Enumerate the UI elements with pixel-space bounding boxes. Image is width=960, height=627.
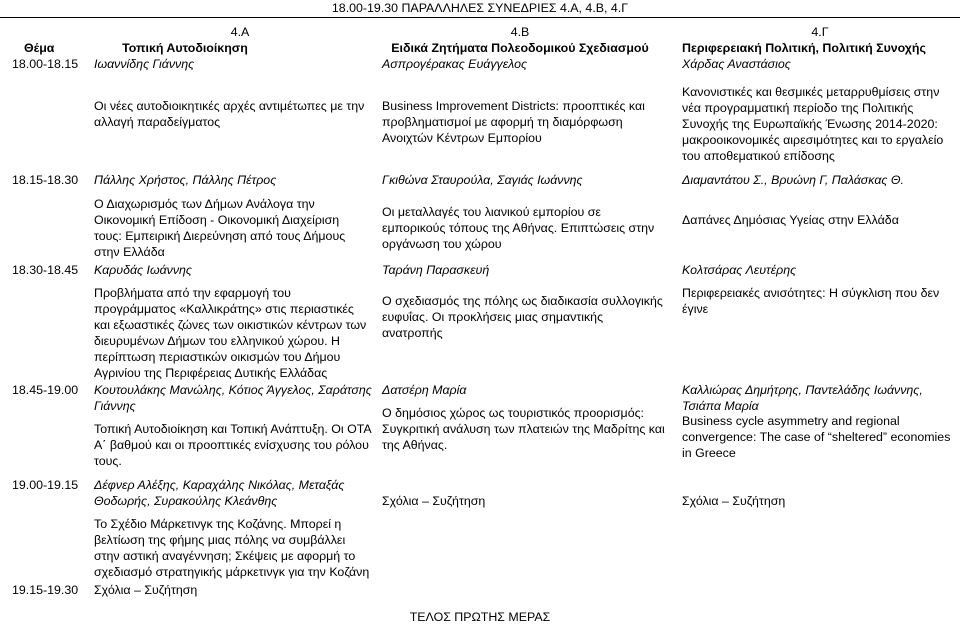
- paper-title-b: Οι μεταλλαγές του λιανικού εμπορίου σε εμπορικούς τόπους της Αθήνας. Επιπτώσεις στην οργάνωση του χώρου: [382, 205, 655, 251]
- paper-title-b: Business Improvement Districts: προοπτικές και προβληματισμοί με αφορμή τη διαμόρφωση Ανοιχτών Κέντρων Εμπορίου: [382, 99, 645, 145]
- comments-discussion-c: Σχόλια – Συζήτηση: [682, 494, 786, 508]
- author-c: Κολτσάρας Λευτέρης: [682, 263, 797, 277]
- paper-title-a: Το Σχέδιο Μάρκετινγκ της Κοζάνης. Μπορεί η βελτίωση της φήμης μιας πόλης να συμβάλλει στην αστική αναγέννηση; Σκέψεις με αφορμή το σχεδιασμό στρατηγικής μάρκετινγκ για την Κοζάνη: [94, 517, 370, 579]
- author-c: Διαμαντάτου Σ., Βρυώνη Γ, Παλάσκας Θ.: [682, 173, 904, 187]
- author-a: Δέφνερ Αλέξης, Καραχάλης Νικόλας, Μεταξάς Θοδωρής, Συρακούλης Κλεάνθης: [94, 478, 345, 508]
- end-of-day-label: ΤΕΛΟΣ ΠΡΩΤΗΣ ΜΕΡΑΣ: [409, 610, 551, 624]
- paper-title-c: Κανονιστικές και θεσμικές μεταρρυθμίσεις στην νέα προγραμματική περίοδο της Πολιτικής Συνοχής της Ευρωπαϊκής Ένωσης 2014-2020: μακροοικονομικές αιρεσιμότητες και το εργαλείο του αποθεματικού επίδοσης: [682, 85, 944, 163]
- paper-title-a: Ο Διαχωρισμός των Δήμων Ανάλογα την Οικονομική Επίδοση - Οικονομική Διαχείριση τους: Εμπειρική Διερεύνηση από τους Δήμους στην Ελλάδα: [94, 197, 346, 259]
- slot-time: 19.00-19.15: [12, 478, 79, 492]
- paper-title-c: Business cycle asymmetry and regional convergence: The case of “sheltered” economies in Greece: [682, 414, 951, 460]
- author-c: Καλλιώρας Δημήτρης, Παντελάδης Ιωάννης, Τσιάπα Μαρία: [682, 383, 923, 413]
- comments-discussion-a: Σχόλια – Συζήτηση: [94, 583, 198, 597]
- theme-a: Τοπική Αυτοδιοίκηση: [122, 41, 248, 55]
- slot-time: 18.30-18.45: [12, 263, 79, 277]
- slot-time: 18.45-19.00: [12, 383, 79, 397]
- author-b: Δατσέρη Μαρία: [382, 383, 467, 397]
- paper-title-b: Ο σχεδιασμός της πόλης ως διαδικασία συλλογικής ευφυΐας. Οι προκλήσεις μιας σημαντικής ανατροπής: [382, 294, 663, 340]
- paper-title-c: Περιφερειακές ανισότητες: Η σύγκλιση που δεν έγινε: [682, 286, 940, 316]
- page-title: 18.00-19.30 ΠΑΡΑΛΛΗΛΕΣ ΣΥΝΕΔΡΙΕΣ 4.Α, 4.Β, 4.Γ: [331, 1, 629, 15]
- paper-title-b: Ο δημόσιος χώρος ως τουριστικός προορισμός: Συγκριτική ανάλυση των πλατειών της Μαδρίτης και της Αθήνας.: [382, 406, 665, 452]
- author-a: Ιωαννίδης Γιάννης: [94, 57, 195, 71]
- slot-time: 18.15-18.30: [12, 173, 79, 187]
- slot-time: 18.00-18.15: [12, 57, 79, 71]
- paper-title-a: Προβλήματα από την εφαρμογή του προγράμματος «Καλλικράτης» στις περιαστικές και εξωαστικές ζώνες των οικιστικών κέντρων των διευρυμένων Δήμων του ελληνικού χώρου. Η περίπτωση περιαστικών οικισμών του Δήμου Αγρινίου της Περιφέρειας Δυτικής Ελλάδας: [94, 286, 367, 380]
- author-a: Κουτουλάκης Μανώλης, Κότιος Άγγελος, Σαράτσης Γιάννης: [94, 383, 372, 413]
- session-id-b: 4.Β: [510, 25, 530, 39]
- paper-title-a: Οι νέες αυτοδιοικητικές αρχές αντιμέτωπες με την αλλαγή παραδείγματος: [94, 99, 365, 129]
- author-a: Καρυδάς Ιωάννης: [94, 263, 192, 277]
- theme-b: Ειδικά Ζητήματα Πολεοδομικού Σχεδιασμού: [391, 41, 649, 55]
- author-a: Πάλλης Χρήστος, Πάλλης Πέτρος: [94, 173, 277, 187]
- title-divider: [0, 17, 960, 18]
- paper-title-a: Τοπική Αυτοδιοίκηση και Τοπική Ανάπτυξη. Οι ΟΤΑ Α΄ βαθμού και οι προοπτικές ενίσχυσης του ρόλου τους.: [94, 422, 372, 468]
- author-c: Χάρδας Αναστάσιος: [682, 57, 791, 71]
- session-id-a: 4.Α: [230, 25, 250, 39]
- theme-label: Θέμα: [24, 41, 55, 55]
- slot-time: 19.15-19.30: [12, 583, 79, 597]
- author-b: Ταράνη Παρασκευή: [382, 263, 490, 277]
- author-b: Ασπρογέρακας Ευάγγελος: [382, 57, 528, 71]
- comments-discussion-b: Σχόλια – Συζήτηση: [382, 494, 486, 508]
- theme-c: Περιφερειακή Πολιτική, Πολιτική Συνοχής: [682, 41, 926, 55]
- paper-title-c: Δαπάνες Δημόσιας Υγείας στην Ελλάδα: [682, 213, 899, 227]
- author-b: Γκιθώνα Σταυρούλα, Σαγιάς Ιωάννης: [382, 173, 583, 187]
- session-id-c: 4.Γ: [811, 25, 829, 39]
